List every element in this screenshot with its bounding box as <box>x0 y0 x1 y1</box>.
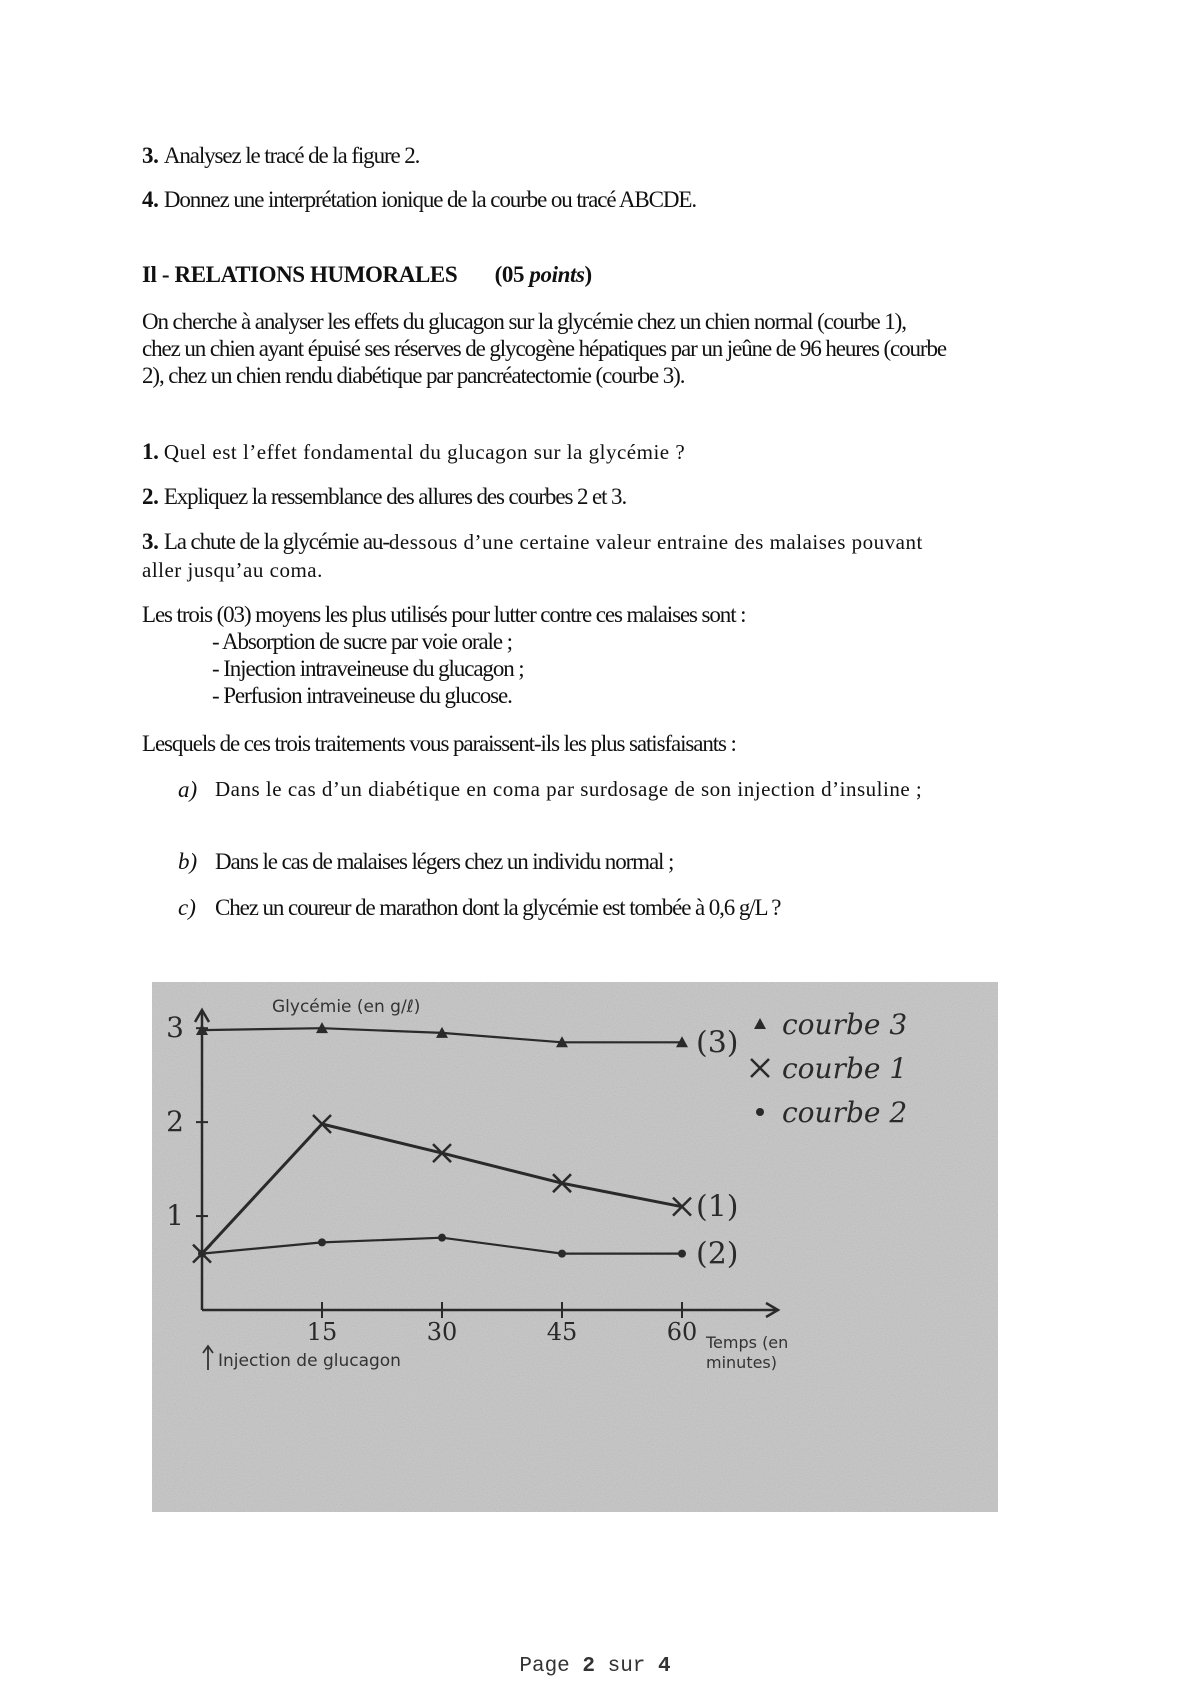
x-tick-label: 60 <box>666 1318 698 1346</box>
option-letter: c) <box>178 895 196 920</box>
series-end-label: (2) <box>696 1236 739 1272</box>
question-text: Quel est l’effet fondamental du glucagon sur la glycémie ? <box>163 440 686 464</box>
question-3-malaises <box>142 528 947 584</box>
legend-label: courbe 2 <box>782 1096 908 1129</box>
option-c <box>178 894 948 921</box>
option-b <box>178 848 948 875</box>
glycemia-figure <box>152 982 998 1512</box>
y-tick-label: 3 <box>166 1011 184 1045</box>
question-3-analyse <box>142 142 947 169</box>
injection-label: Injection de glucagon <box>218 1351 401 1371</box>
data-point-dot <box>318 1238 326 1246</box>
data-point-dot <box>558 1250 566 1258</box>
points-word: points <box>529 262 585 287</box>
question-number: 2. <box>142 484 159 509</box>
data-point-dot <box>678 1250 686 1258</box>
x-tick-label: 15 <box>306 1318 338 1346</box>
y-axis-label: Glycémie (en g/ℓ) <box>272 997 421 1017</box>
question-1 <box>142 438 947 466</box>
data-point-dot <box>198 1250 206 1258</box>
series-end-label: (1) <box>696 1189 739 1225</box>
question-number: 1. <box>142 439 159 464</box>
footer-middle: sur <box>595 1655 659 1678</box>
option-a <box>178 776 948 803</box>
which-question: Lesquels de ces trois traitements vous paraissent-ils les plus satisfaisants : <box>142 731 736 756</box>
legend-label: courbe 3 <box>782 1008 908 1041</box>
section-title: Il - RELATIONS HUMORALES <box>142 262 458 287</box>
x-axis-label-line2: minutes) <box>706 1353 778 1372</box>
points-close: ) <box>584 262 592 287</box>
option-letter: a) <box>178 777 198 802</box>
y-tick-label: 2 <box>166 1105 184 1139</box>
x-axis-label-line1: Temps (en <box>706 1333 789 1352</box>
question-number: 3. <box>142 143 159 168</box>
x-axis-label <box>705 1333 788 1372</box>
option-letter: b) <box>178 849 198 874</box>
question-number: 4. <box>142 187 159 212</box>
question-2 <box>142 483 947 510</box>
question-text-a: La chute de la glycémie au- <box>163 529 389 554</box>
points-open: (05 <box>494 262 530 287</box>
x-tick-label: 45 <box>546 1318 578 1346</box>
data-point-dot <box>438 1234 446 1242</box>
series-end-label: (3) <box>696 1025 739 1061</box>
means-item: - Injection intraveineuse du glucagon ; <box>212 656 524 681</box>
footer-current-page: 2 <box>582 1655 595 1678</box>
means-block <box>142 601 947 709</box>
question-number: 3. <box>142 529 159 554</box>
means-intro: Les trois (03) moyens les plus utilisés pour lutter contre ces malaises sont : <box>142 602 746 627</box>
intro-paragraph: On cherche à analyser les effets du glucagon sur la glycémie chez un chien normal (courbe 1), chez un chien ayant épuisé ses réserves de glycogène hépatiques par un jeûne de 96 heures (courbe 2), chez un chien rendu diabétique par pancréatectomie (courbe 3). <box>142 309 946 388</box>
footer-prefix: Page <box>519 1655 583 1678</box>
question-text: Analysez le tracé de la figure 2. <box>163 143 420 168</box>
footer-total-pages: 4 <box>658 1655 671 1678</box>
option-text: Chez un coureur de marathon dont la glycémie est tombée à 0,6 g/L ? <box>215 895 781 920</box>
question-4-interpretation <box>142 186 947 213</box>
legend-label: courbe 1 <box>782 1052 908 1085</box>
question-text-b: dessous d’une certaine valeur entraine des malaises pouvant aller jusqu’au coma. <box>142 530 923 582</box>
means-item: - Perfusion intraveineuse du glucose. <box>212 683 512 708</box>
option-text: Dans le cas d’un diabétique en coma par surdosage de son injection d’insuline ; <box>215 777 923 801</box>
y-tick-label: 1 <box>166 1199 184 1233</box>
data-point-dot <box>756 1108 764 1116</box>
question-text: Expliquez la ressemblance des allures des courbes 2 et 3. <box>163 484 627 509</box>
option-text: Dans le cas de malaises légers chez un individu normal ; <box>215 849 674 874</box>
section-points <box>495 262 592 287</box>
section-heading <box>142 262 592 288</box>
x-tick-label: 30 <box>426 1318 458 1346</box>
question-text: Donnez une interprétation ionique de la courbe ou tracé ABCDE. <box>163 187 696 212</box>
means-item: - Absorption de sucre par voie orale ; <box>212 629 512 654</box>
page-footer <box>0 1655 1190 1678</box>
